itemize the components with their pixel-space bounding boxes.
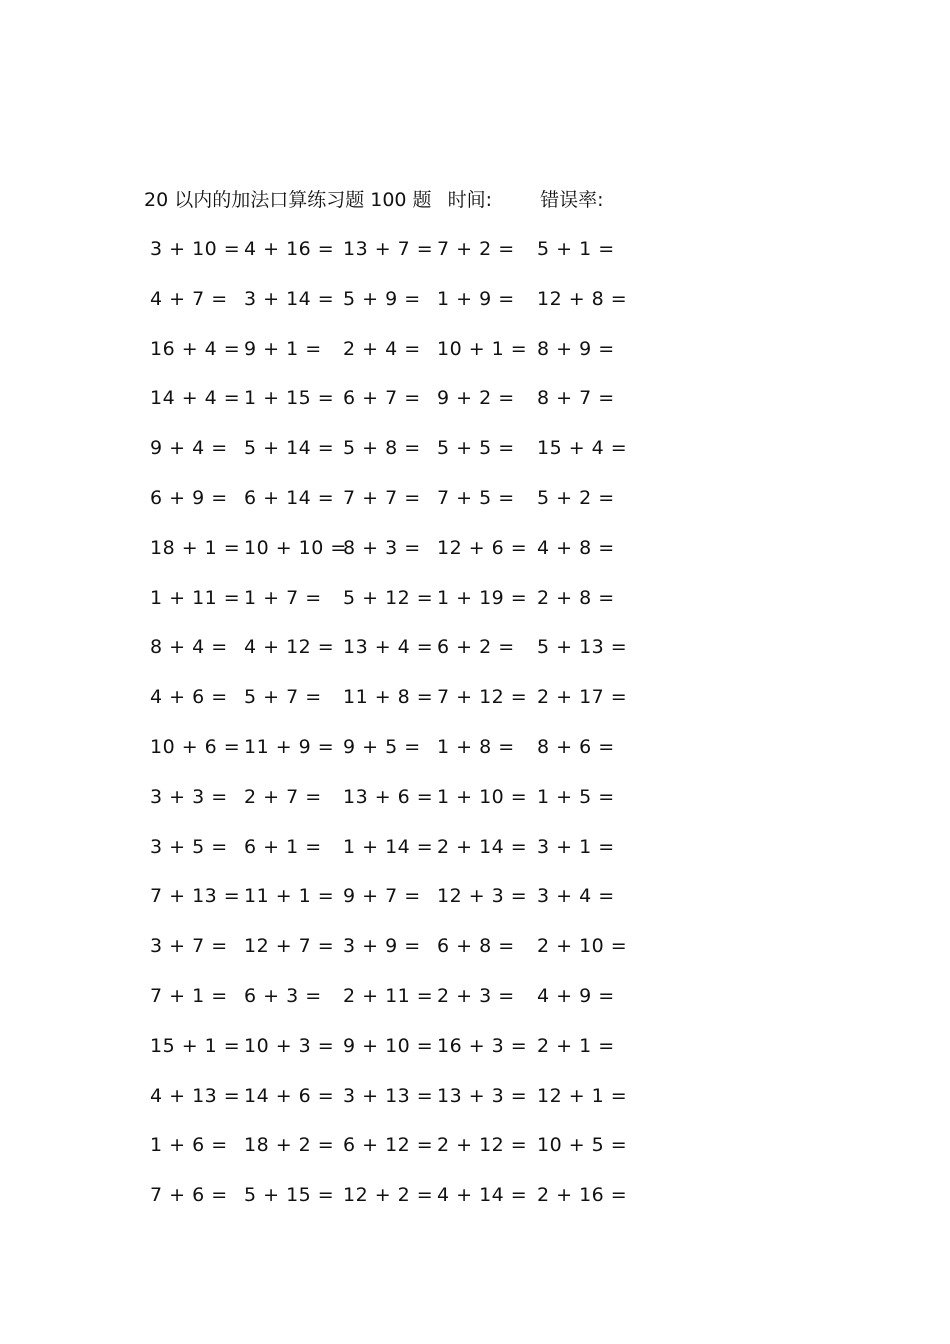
- addition-problem: 12 + 8 =: [537, 288, 628, 310]
- problem-row: [0, 583, 950, 613]
- addition-problem: 15 + 4 =: [537, 437, 628, 459]
- problem-row: [0, 832, 950, 862]
- addition-problem: 5 + 8 =: [343, 437, 421, 459]
- problem-row: [0, 881, 950, 911]
- addition-problem: 10 + 10 =: [244, 537, 347, 559]
- addition-problem: 11 + 1 =: [244, 885, 335, 907]
- addition-problem: 5 + 12 =: [343, 587, 434, 609]
- problem-row: [0, 1180, 950, 1210]
- addition-problem: 12 + 7 =: [244, 935, 335, 957]
- addition-problem: 7 + 13 =: [150, 885, 241, 907]
- addition-problem: 7 + 2 =: [437, 238, 515, 260]
- addition-problem: 8 + 9 =: [537, 338, 615, 360]
- addition-problem: 9 + 5 =: [343, 736, 421, 758]
- addition-problem: 2 + 10 =: [537, 935, 628, 957]
- addition-problem: 14 + 6 =: [244, 1085, 335, 1107]
- problem-row: [0, 533, 950, 563]
- addition-problem: 4 + 6 =: [150, 686, 228, 708]
- addition-problem: 1 + 5 =: [537, 786, 615, 808]
- addition-problem: 6 + 12 =: [343, 1134, 434, 1156]
- problem-row: [0, 632, 950, 662]
- addition-problem: 2 + 11 =: [343, 985, 434, 1007]
- addition-problem: 16 + 4 =: [150, 338, 241, 360]
- addition-problem: 14 + 4 =: [150, 387, 241, 409]
- addition-problem: 3 + 10 =: [150, 238, 241, 260]
- addition-problem: 3 + 3 =: [150, 786, 228, 808]
- addition-problem: 10 + 5 =: [537, 1134, 628, 1156]
- addition-problem: 2 + 4 =: [343, 338, 421, 360]
- addition-problem: 10 + 1 =: [437, 338, 528, 360]
- addition-problem: 7 + 7 =: [343, 487, 421, 509]
- addition-problem: 18 + 2 =: [244, 1134, 335, 1156]
- addition-problem: 1 + 19 =: [437, 587, 528, 609]
- addition-problem: 6 + 2 =: [437, 636, 515, 658]
- addition-problem: 1 + 11 =: [150, 587, 241, 609]
- addition-problem: 7 + 1 =: [150, 985, 228, 1007]
- addition-problem: 1 + 14 =: [343, 836, 434, 858]
- addition-problem: 8 + 3 =: [343, 537, 421, 559]
- addition-problem: 8 + 6 =: [537, 736, 615, 758]
- worksheet-title: 20 以内的加法口算练习题 100 题: [144, 189, 432, 211]
- addition-problem: 6 + 1 =: [244, 836, 322, 858]
- problem-row: [0, 383, 950, 413]
- addition-problem: 13 + 6 =: [343, 786, 434, 808]
- problem-row: [0, 782, 950, 812]
- addition-problem: 12 + 1 =: [537, 1085, 628, 1107]
- addition-problem: 9 + 2 =: [437, 387, 515, 409]
- addition-problem: 4 + 14 =: [437, 1184, 528, 1206]
- addition-problem: 7 + 5 =: [437, 487, 515, 509]
- addition-problem: 9 + 7 =: [343, 885, 421, 907]
- addition-problem: 4 + 12 =: [244, 636, 335, 658]
- addition-problem: 7 + 6 =: [150, 1184, 228, 1206]
- problem-row: [0, 1031, 950, 1061]
- time-label: 时间:: [447, 189, 493, 211]
- problem-row: [0, 732, 950, 762]
- addition-problem: 13 + 7 =: [343, 238, 434, 260]
- addition-problem: 12 + 2 =: [343, 1184, 434, 1206]
- addition-problem: 2 + 3 =: [437, 985, 515, 1007]
- addition-problem: 2 + 8 =: [537, 587, 615, 609]
- addition-problem: 5 + 7 =: [244, 686, 322, 708]
- addition-problem: 11 + 9 =: [244, 736, 335, 758]
- addition-problem: 15 + 1 =: [150, 1035, 241, 1057]
- addition-problem: 6 + 14 =: [244, 487, 335, 509]
- addition-problem: 3 + 7 =: [150, 935, 228, 957]
- addition-problem: 2 + 1 =: [537, 1035, 615, 1057]
- addition-problem: 1 + 7 =: [244, 587, 322, 609]
- addition-problem: 5 + 9 =: [343, 288, 421, 310]
- problem-row: [0, 483, 950, 513]
- addition-problem: 10 + 6 =: [150, 736, 241, 758]
- addition-problem: 9 + 10 =: [343, 1035, 434, 1057]
- addition-problem: 7 + 12 =: [437, 686, 528, 708]
- problem-row: [0, 981, 950, 1011]
- addition-problem: 2 + 7 =: [244, 786, 322, 808]
- addition-problem: 4 + 9 =: [537, 985, 615, 1007]
- addition-problem: 4 + 8 =: [537, 537, 615, 559]
- addition-problem: 6 + 7 =: [343, 387, 421, 409]
- error-rate-label: 错误率:: [540, 189, 604, 211]
- addition-problem: 6 + 8 =: [437, 935, 515, 957]
- addition-problem: 16 + 3 =: [437, 1035, 528, 1057]
- problem-row: [0, 931, 950, 961]
- addition-problem: 1 + 6 =: [150, 1134, 228, 1156]
- addition-problem: 1 + 8 =: [437, 736, 515, 758]
- addition-problem: 1 + 9 =: [437, 288, 515, 310]
- addition-problem: 2 + 14 =: [437, 836, 528, 858]
- addition-problem: 13 + 3 =: [437, 1085, 528, 1107]
- addition-problem: 3 + 1 =: [537, 836, 615, 858]
- addition-problem: 3 + 13 =: [343, 1085, 434, 1107]
- addition-problem: 18 + 1 =: [150, 537, 241, 559]
- addition-problem: 12 + 6 =: [437, 537, 528, 559]
- addition-problem: 5 + 15 =: [244, 1184, 335, 1206]
- addition-problem: 5 + 14 =: [244, 437, 335, 459]
- addition-problem: 5 + 13 =: [537, 636, 628, 658]
- addition-problem: 5 + 2 =: [537, 487, 615, 509]
- addition-problem: 10 + 3 =: [244, 1035, 335, 1057]
- problem-row: [0, 1081, 950, 1111]
- problem-row: [0, 1130, 950, 1160]
- addition-problem: 2 + 17 =: [537, 686, 628, 708]
- problem-row: [0, 334, 950, 364]
- addition-problem: 12 + 3 =: [437, 885, 528, 907]
- addition-problem: 1 + 10 =: [437, 786, 528, 808]
- addition-problem: 13 + 4 =: [343, 636, 434, 658]
- addition-problem: 11 + 8 =: [343, 686, 434, 708]
- addition-problem: 8 + 7 =: [537, 387, 615, 409]
- problem-row: [0, 284, 950, 314]
- addition-problem: 5 + 1 =: [537, 238, 615, 260]
- problem-row: [0, 433, 950, 463]
- addition-problem: 9 + 4 =: [150, 437, 228, 459]
- problem-row: [0, 682, 950, 712]
- addition-problem: 3 + 9 =: [343, 935, 421, 957]
- problem-row: [0, 234, 950, 264]
- addition-problem: 4 + 16 =: [244, 238, 335, 260]
- addition-problem: 4 + 13 =: [150, 1085, 241, 1107]
- addition-problem: 2 + 12 =: [437, 1134, 528, 1156]
- addition-problem: 2 + 16 =: [537, 1184, 628, 1206]
- addition-problem: 3 + 5 =: [150, 836, 228, 858]
- addition-problem: 3 + 14 =: [244, 288, 335, 310]
- addition-problem: 6 + 3 =: [244, 985, 322, 1007]
- addition-problem: 5 + 5 =: [437, 437, 515, 459]
- addition-problem: 8 + 4 =: [150, 636, 228, 658]
- addition-problem: 9 + 1 =: [244, 338, 322, 360]
- addition-problem: 4 + 7 =: [150, 288, 228, 310]
- addition-problem: 3 + 4 =: [537, 885, 615, 907]
- addition-problem: 6 + 9 =: [150, 487, 228, 509]
- addition-problem: 1 + 15 =: [244, 387, 335, 409]
